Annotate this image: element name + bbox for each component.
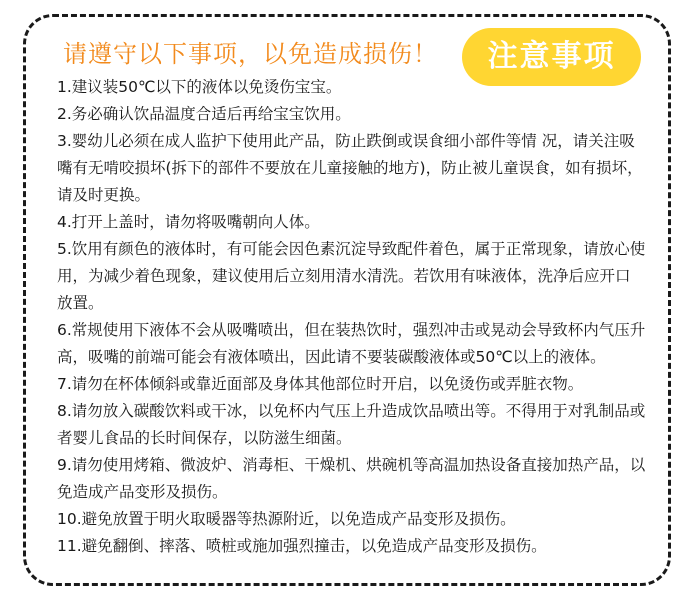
notice-item-line: 9.请勿使用烤箱、微波炉、消毒柜、干燥机、烘碗机等高温加热设备直接加热产品，以	[57, 456, 646, 474]
notice-item	[57, 74, 657, 101]
notice-item-line: 用，为减少着色现象，建议使用后立刻用清水清洗。若饮用有味液体，洗净后应开口	[57, 267, 631, 285]
notice-list	[57, 74, 657, 560]
notice-item-line: 10.避免放置于明火取暖器等热源附近，以免造成产品变形及损伤。	[57, 510, 516, 528]
notice-item-line: 免造成产品变形及损伤。	[57, 483, 228, 501]
notice-item-line: 1.建议装50℃以下的液体以免烫伤宝宝。	[57, 78, 342, 96]
notice-item-line: 请及时更换。	[57, 186, 151, 204]
notice-item-line: 6.常规使用下液体不会从吸嘴喷出，但在装热饮时，强烈冲击或晃动会导致杯内气压升	[57, 321, 646, 339]
notice-item	[57, 317, 657, 371]
notice-item-line: 高，吸嘴的前端可能会有液体喷出，因此请不要装碳酸液体或50℃以上的液体。	[57, 348, 606, 366]
notice-item	[57, 452, 657, 506]
notice-item-line: 3.婴幼儿必须在成人监护下使用此产品，防止跌倒或误食细小部件等情 况，请关注吸	[57, 132, 635, 150]
notice-item-line: 2.务必确认饮品温度合适后再给宝宝饮用。	[57, 105, 351, 123]
notice-item	[57, 506, 657, 533]
notice-item-line: 者婴儿食品的长时间保存，以防滋生细菌。	[57, 429, 352, 447]
notice-badge: 注意事项	[462, 28, 641, 86]
notice-item-line: 7.请勿在杯体倾斜或靠近面部及身体其他部位时开启，以免烫伤或弄脏衣物。	[57, 375, 584, 393]
notice-item-line: 4.打开上盖时，请勿将吸嘴朝向人体。	[57, 213, 320, 231]
notice-item-line: 放置。	[57, 294, 104, 312]
notice-item	[57, 533, 657, 560]
notice-item	[57, 236, 657, 317]
notice-item-line: 8.请勿放入碳酸饮料或干冰，以免杯内气压上升造成饮品喷出等。不得用于对乳制品或	[57, 402, 646, 420]
notice-item-line: 11.避免翻倒、摔落、喷桩或施加强烈撞击，以免造成产品变形及损伤。	[57, 537, 547, 555]
notice-item-line: 5.饮用有颜色的液体时，有可能会因色素沉淀导致配件着色，属于正常现象，请放心使	[57, 240, 646, 258]
notice-item	[57, 398, 657, 452]
notice-item-line: 嘴有无啃咬损坏(拆下的部件不要放在儿童接触的地方)，防止被儿童误食，如有损坏，	[57, 159, 643, 177]
notice-item	[57, 209, 657, 236]
notice-item	[57, 371, 657, 398]
notice-item	[57, 128, 657, 209]
notice-item	[57, 101, 657, 128]
warning-heading: 请遵守以下事项，以免造成损伤！	[63, 40, 438, 68]
